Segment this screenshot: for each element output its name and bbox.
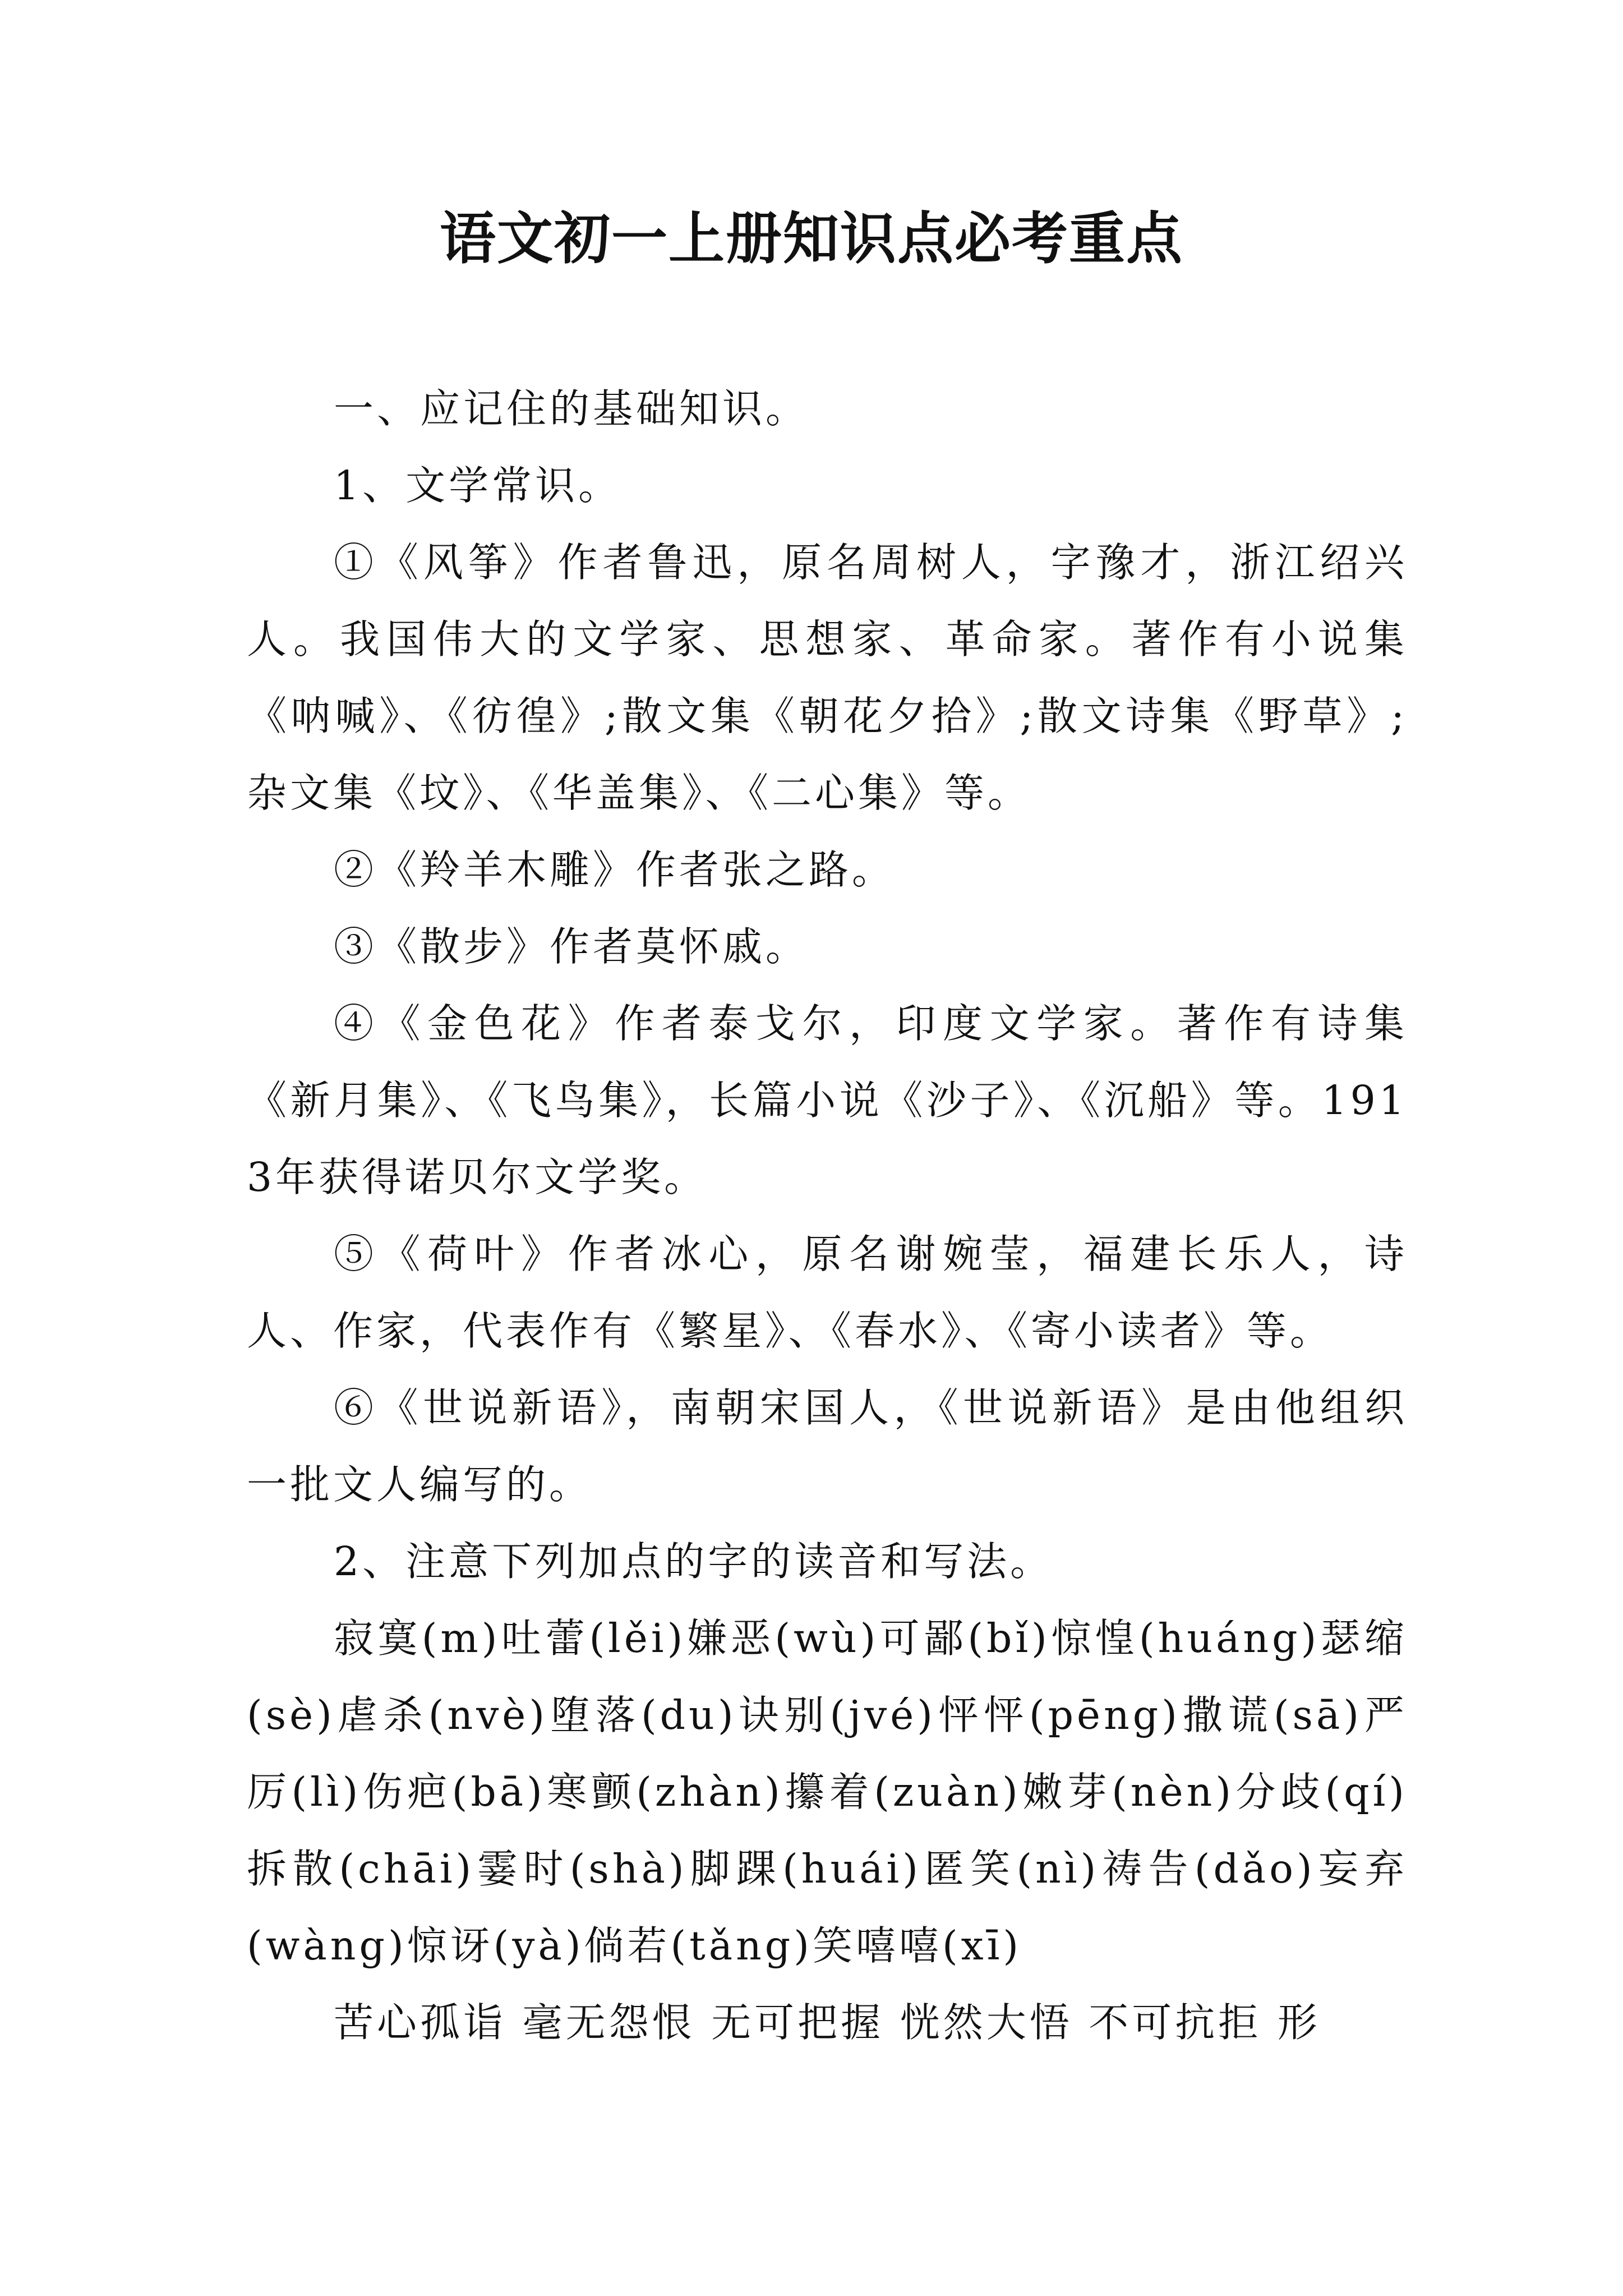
document-title: 语文初一上册知识点必考重点 [440,205,1183,272]
idiom-list: 苦心孤诣 毫无怨恨 无可把握 恍然大悟 不可抗拒 形 [334,1999,1321,2046]
item-lu-xun: ①《风筝》作者鲁迅，原名周树人，字豫才，浙江绍兴人。我国伟大的文学家、思想家、革命家。著作有小说集《呐喊》、《彷徨》;散文集《朝花夕拾》;散文诗集《野草》;杂文集《坟》、《华盖集》、《二心集》等。 [247,539,1408,816]
item-zhang-zhilu: ②《羚羊木雕》作者张之路。 [334,846,896,893]
subheading-literary-knowledge: 1、文学常识。 [334,462,622,509]
item-mo-huaiqi: ③《散步》作者莫怀戚。 [334,923,809,970]
subheading-pronunciation: 2、注意下列加点的字的读音和写法。 [334,1538,1054,1585]
document-body [247,370,1408,2061]
section-heading-basics: 一、应记住的基础知识。 [334,385,809,432]
item-shishuo-xinyu: ⑥《世说新语》，南朝宋国人，《世说新语》是由他组织一批文人编写的。 [247,1384,1408,1508]
pinyin-word-list: 寂寞(m)吐蕾(lěi)嫌恶(wù)可鄙(bǐ)惊惶(huáng)瑟缩(sè)虐杀(nvè)堕落(du)诀别(jvé)怦怦(pēng)撒谎(sā)严厉(lì)伤疤(bā)寒颤(zhàn)攥着(zuàn)嫩芽(nèn)分歧(qí)拆散(chāi)霎时(shà)脚踝(huái)匿笑(nì)祷告(dǎo)妄弃(wàng)惊讶(yà)倘若(tǎng)笑嘻嘻(xī) [247,1615,1408,1969]
item-tagore: ④《金色花》作者泰戈尔，印度文学家。著作有诗集《新月集》、《飞鸟集》，长篇小说《沙子》、《沉船》等。1913年获得诺贝尔文学奖。 [247,1000,1408,1200]
item-bing-xin: ⑤《荷叶》作者冰心，原名谢婉莹，福建长乐人，诗人、作家，代表作有《繁星》、《春水》、《寄小读者》等。 [247,1231,1408,1354]
